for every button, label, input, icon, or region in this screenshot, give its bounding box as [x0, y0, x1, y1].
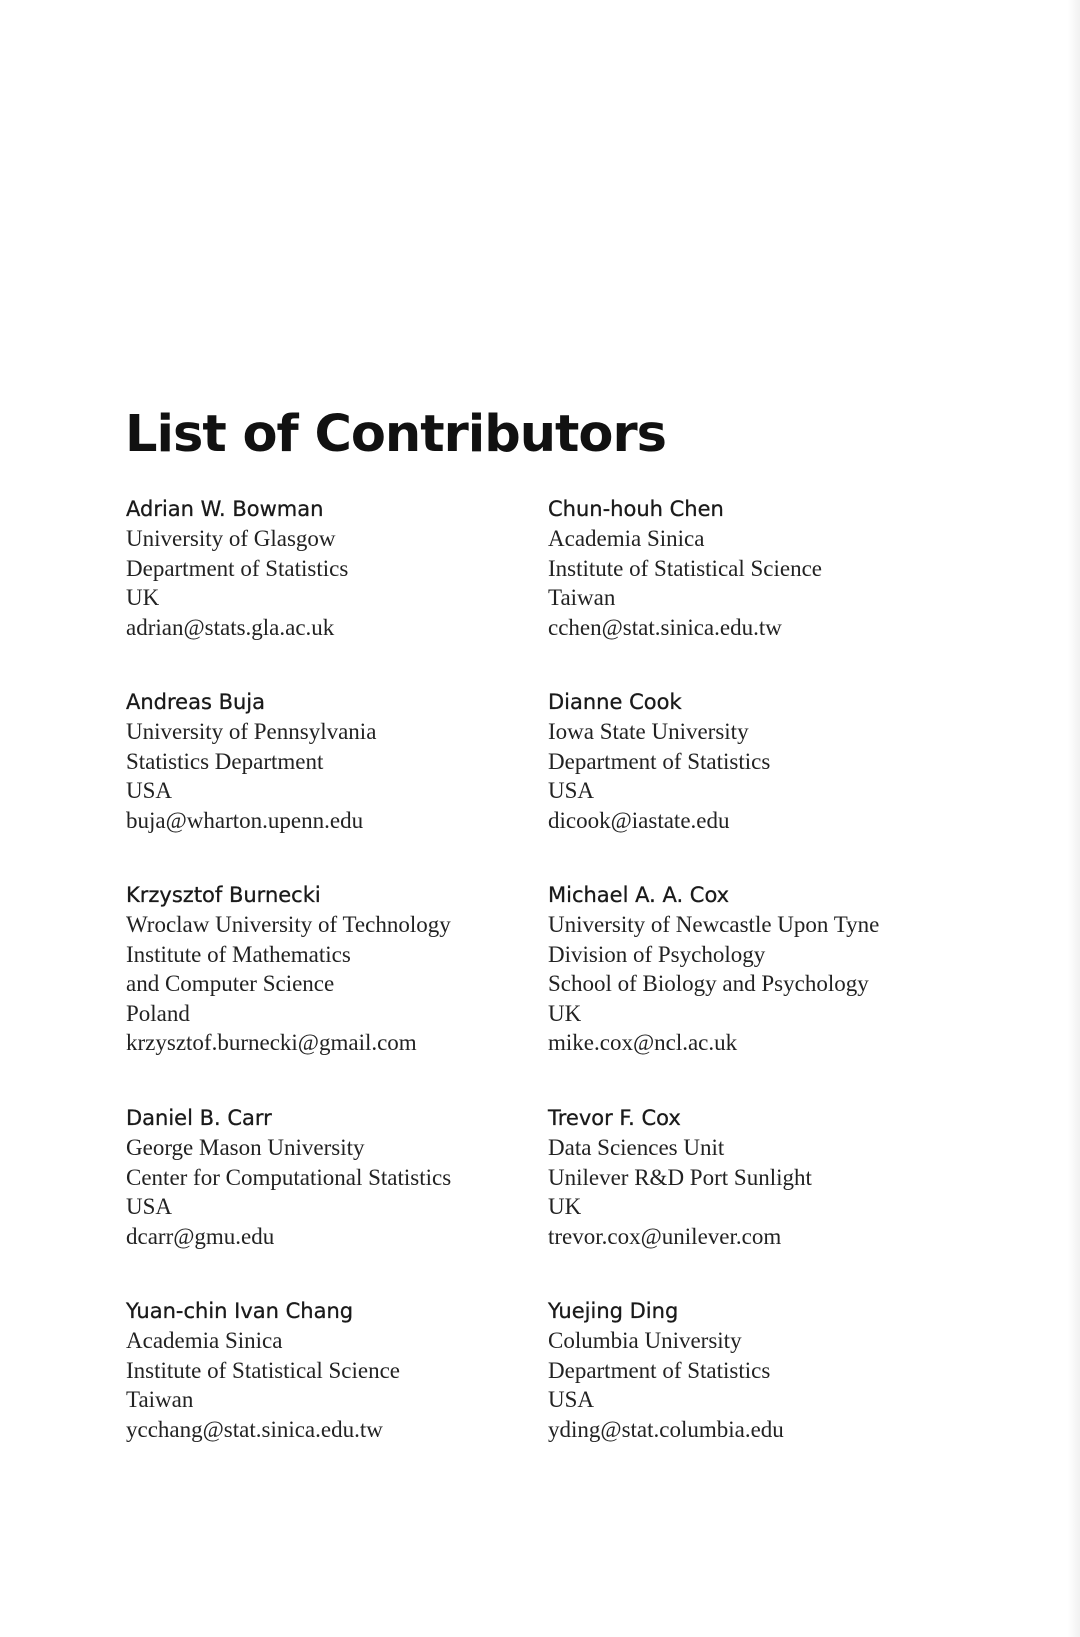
contributor-affiliation: George Mason University	[126, 1135, 365, 1160]
contributor-entry	[126, 495, 526, 642]
contributor-name: Yuan-chin Ivan Chang	[126, 1299, 354, 1323]
contributor-name: Adrian W. Bowman	[126, 497, 324, 521]
contributor-affiliation: University of Glasgow	[126, 526, 336, 551]
contributor-department: Institute of Statistical Science	[548, 555, 823, 581]
contributor-department: Department of Statistics	[548, 748, 771, 774]
contributor-affiliation: University of Pennsylvania	[126, 719, 377, 744]
contributor-department: Center for Computational Statistics	[126, 1164, 452, 1190]
contributor-name: Chun-houh Chen	[548, 497, 724, 521]
contributor-email: dicook@iastate.edu	[548, 807, 730, 833]
contributor-name: Daniel B. Carr	[126, 1106, 272, 1130]
contributor-department-continued: School of Biology and Psychology	[548, 971, 869, 996]
contributor-entry	[548, 495, 968, 642]
contributor-entry	[548, 1104, 968, 1251]
contributor-department: Division of Psychology	[548, 941, 766, 967]
contributor-entry	[126, 688, 526, 835]
contributor-country: UK	[126, 585, 160, 610]
contributor-country: Taiwan	[126, 1387, 194, 1412]
contributor-department: Statistics Department	[126, 748, 324, 774]
contributor-affiliation: Data Sciences Unit	[548, 1135, 725, 1160]
contributor-email: mike.cox@ncl.ac.uk	[548, 1030, 738, 1055]
contributor-affiliation: Columbia University	[548, 1328, 742, 1353]
contributor-email: krzysztof.burnecki@gmail.com	[126, 1030, 417, 1055]
contributor-country: Poland	[126, 1000, 190, 1026]
contributor-name: Andreas Buja	[126, 690, 266, 714]
contributor-name: Michael A. A. Cox	[548, 883, 730, 907]
contributor-email: trevor.cox@unilever.com	[548, 1223, 782, 1249]
contributor-country: UK	[548, 1000, 582, 1026]
contributor-country: USA	[126, 1194, 173, 1219]
contributor-department: Unilever R&D Port Sunlight	[548, 1164, 812, 1190]
contributor-affiliation: Wroclaw University of Technology	[126, 912, 451, 937]
contributor-email: yding@stat.columbia.edu	[548, 1416, 784, 1442]
contributor-email: cchen@stat.sinica.edu.tw	[548, 614, 782, 640]
contributor-entry	[126, 881, 526, 1058]
contributor-country: USA	[126, 778, 173, 803]
contributor-department: Institute of Statistical Science	[126, 1357, 401, 1383]
contributor-email: adrian@stats.gla.ac.uk	[126, 614, 335, 640]
contributor-entry	[126, 1104, 526, 1251]
contributor-affiliation: Iowa State University	[548, 719, 749, 744]
contributor-entry	[548, 881, 968, 1058]
contributor-country: USA	[548, 1387, 595, 1412]
contributor-entry	[548, 688, 968, 835]
contributor-entry	[548, 1297, 968, 1444]
contributor-department: Department of Statistics	[126, 555, 349, 581]
contributor-affiliation: Academia Sinica	[126, 1328, 283, 1353]
page-edge-shadow	[1068, 0, 1080, 1637]
contributor-email: dcarr@gmu.edu	[126, 1223, 275, 1249]
contributor-department: Institute of Mathematics	[126, 941, 351, 967]
contributor-name: Krzysztof Burnecki	[126, 883, 321, 907]
contributor-country: Taiwan	[548, 585, 616, 610]
contributor-email: ycchang@stat.sinica.edu.tw	[126, 1416, 383, 1442]
contributor-email: buja@wharton.upenn.edu	[126, 807, 364, 833]
contributor-country: USA	[548, 778, 595, 803]
page-title: List of Contributors	[125, 405, 666, 464]
contributor-department: Department of Statistics	[548, 1357, 771, 1383]
contributor-country: UK	[548, 1194, 582, 1219]
contributor-affiliation: Academia Sinica	[548, 526, 705, 551]
contributor-name: Dianne Cook	[548, 690, 682, 714]
contributor-name: Yuejing Ding	[548, 1299, 679, 1323]
contributor-name: Trevor F. Cox	[548, 1106, 681, 1130]
contributor-affiliation: University of Newcastle Upon Tyne	[548, 912, 880, 937]
contributor-department-continued: and Computer Science	[126, 971, 335, 996]
contributor-entry	[126, 1297, 526, 1444]
